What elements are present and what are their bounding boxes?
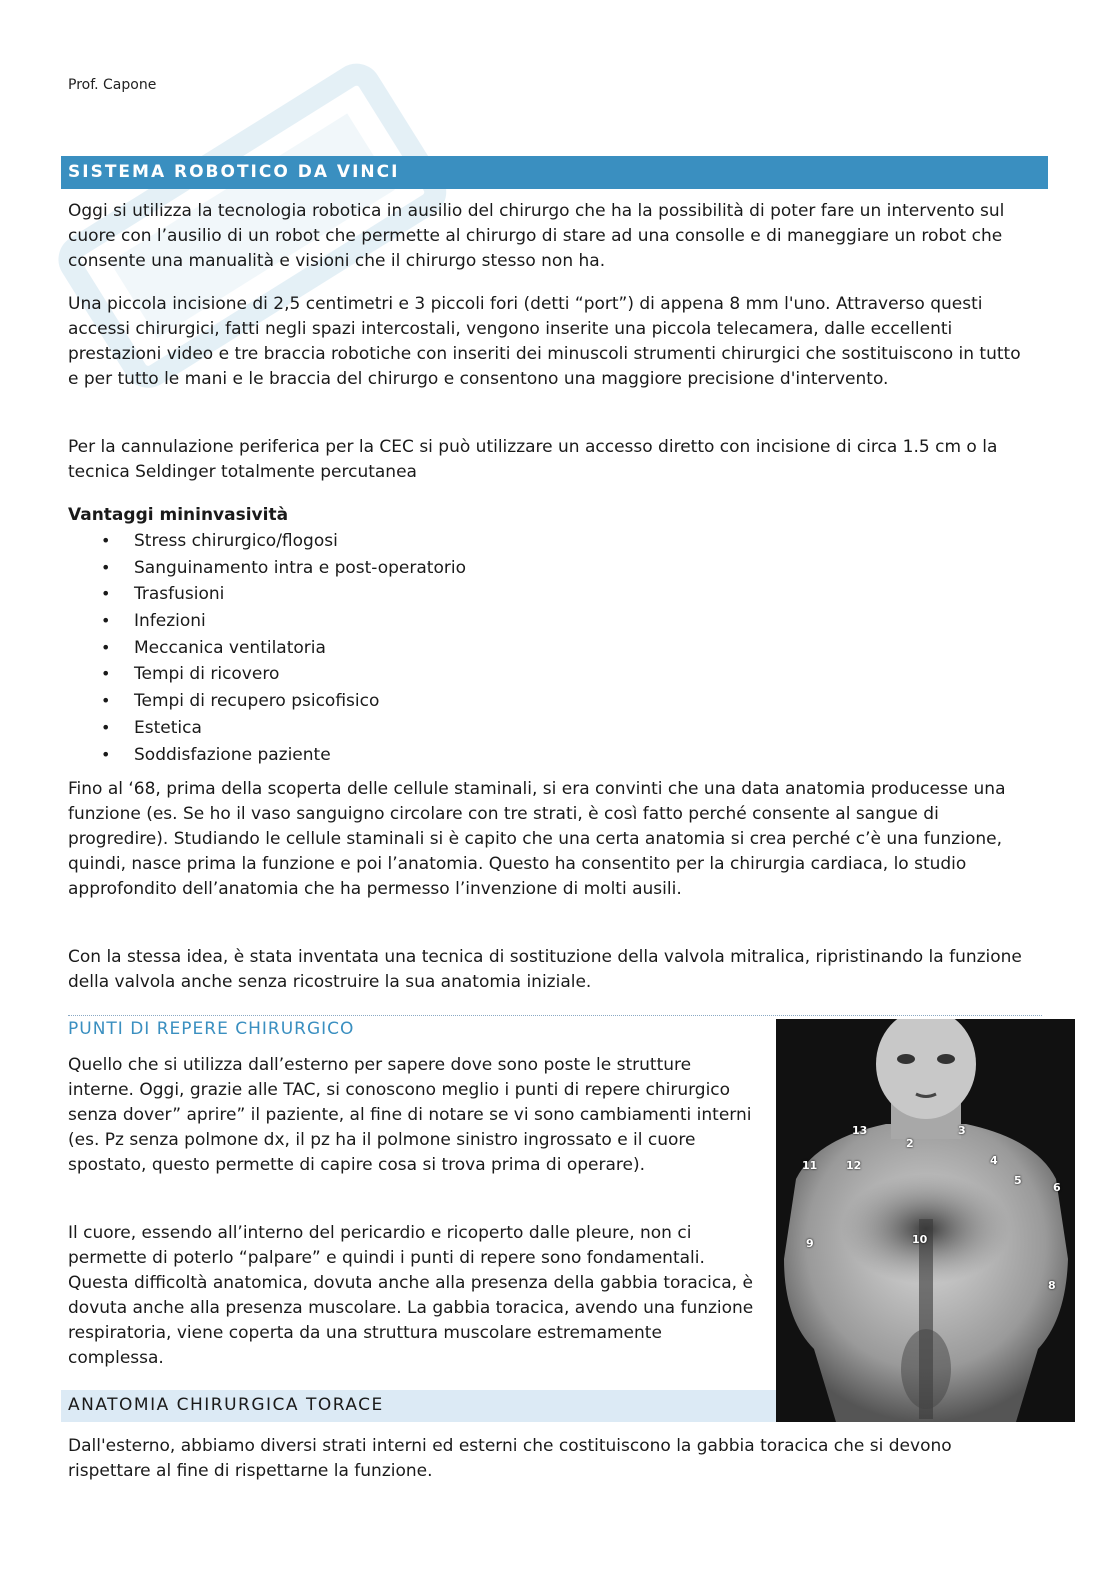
landmark-label: 13 <box>852 1124 868 1137</box>
list-item: • Sanguinamento intra e post-operatorio <box>68 555 466 582</box>
landmark-label: 3 <box>958 1124 966 1137</box>
paragraph-incision: Una piccola incisione di 2,5 centimetri e 3 piccoli fori (detti “port”) di appena 8 mm l'uno. Attraverso questi accessi chirurgici, fatti negli spazi intercostali, vengono inserite una piccola telecamera, dalle eccellenti prestazioni video e tre braccia robotiche con inseriti dei minuscoli strumenti chirurgici che sostituiscono in tutto e per tutto le mani e le braccia del chirurgo e consentono una maggiore precisione d'intervento. <box>68 294 1021 389</box>
list-item: • Meccanica ventilatoria <box>68 635 466 662</box>
landmark-label: 8 <box>1048 1279 1056 1292</box>
bullet-icon: • <box>101 531 111 550</box>
torso-illustration <box>776 1019 1075 1422</box>
list-item: • Estetica <box>68 715 466 742</box>
section-title-da-vinci: SISTEMA ROBOTICO DA VINCI <box>61 156 1048 189</box>
landmark-label: 5 <box>1014 1174 1022 1187</box>
paragraph-mitral-valve: Con la stessa idea, è stata inventata una tecnica di sostituzione della valvola mitralica, ripristinando la funzione della valvola anche senza ricostruire la sua anatomia iniziale. <box>68 947 1022 992</box>
advantages-list <box>68 528 466 768</box>
author-header: Prof. Capone <box>68 77 157 93</box>
list-item: • Trasfusioni <box>68 581 466 608</box>
paragraph-stem-cells: Fino al ‘68, prima della scoperta delle cellule staminali, si era convinti che una data anatomia producesse una funzione (es. Se ho il vaso sanguigno circolare con tre strati, è così fatto perché consente al sangue di progredire). Studiando le cellule staminali si è capito che una certa anatomia si crea perché c’è una funzione, quindi, nasce prima la funzione e poi l’anatomia. Questo ha consentito per la chirurgia cardiaca, lo studio approfondito dell’anatomia che ha permesso l’invenzione di molti ausili. <box>68 779 1006 899</box>
paragraph-heart-palpation: Il cuore, essendo all’interno del pericardio e ricoperto dalle pleure, non ci permette di poterlo “palpare” e quindi i punti di repere sono fondamentali. Questa difficoltà anatomica, dovuta anche alla presenza della gabbia toracica, è dovuta anche alla presenza muscolare. La gabbia toracica, avendo una funzione respiratoria, viene coperta da una struttura muscolare estremamente complessa. <box>68 1223 754 1368</box>
landmark-label: 9 <box>806 1237 814 1250</box>
advantages-heading: Vantaggi mininvasività <box>68 505 289 525</box>
section-title-anatomia: ANATOMIA CHIRURGICA TORACE <box>61 1390 776 1422</box>
torso-landmarks-figure <box>776 1019 1075 1422</box>
bullet-icon: • <box>101 584 111 604</box>
bullet-icon: • <box>101 557 111 577</box>
list-item: • Infezioni <box>68 608 466 635</box>
landmark-label: 12 <box>846 1159 862 1172</box>
bullet-icon: • <box>101 637 111 657</box>
bullet-icon: • <box>101 717 111 737</box>
landmark-label: 6 <box>1053 1181 1061 1194</box>
list-item: • Tempi di recupero psicofisico <box>68 688 466 715</box>
landmark-label: 11 <box>802 1159 818 1172</box>
landmark-label: 2 <box>906 1137 914 1150</box>
list-item: • Stress chirurgico/flogosi <box>68 528 466 555</box>
list-item: • Soddisfazione paziente <box>68 742 466 769</box>
list-item: • Tempi di ricovero <box>68 661 466 688</box>
landmark-label: 4 <box>990 1154 998 1167</box>
paragraph-repere-intro: Quello che si utilizza dall’esterno per sapere dove sono poste le strutture interne. Oggi, grazie alle TAC, si conoscono meglio i punti di repere chirurgico senza dover” aprire” il paziente, al fine di notare se vi sono cambiamenti interni (es. Pz senza polmone dx, il pz ha il polmone sinistro ingrossato e il cuore spostato, questo permette di capire cosa si trova prima di operare). <box>68 1055 752 1175</box>
bullet-icon: • <box>101 664 111 684</box>
paragraph-anatomia: Dall'esterno, abbiamo diversi strati interni ed esterni che costituiscono la gabbia toracica che si devono rispettare al fine di rispettarne la funzione. <box>68 1436 952 1481</box>
paragraph-cannulation: Per la cannulazione periferica per la CEC si può utilizzare un accesso diretto con incisione di circa 1.5 cm o la tecnica Seldinger totalmente percutanea <box>68 437 998 482</box>
bullet-icon: • <box>101 691 111 711</box>
section-divider <box>68 1015 1042 1016</box>
section-title-repere: PUNTI DI REPERE CHIRURGICO <box>68 1019 355 1039</box>
landmark-label: 10 <box>912 1233 928 1246</box>
paragraph-robotics-intro: Oggi si utilizza la tecnologia robotica in ausilio del chirurgo che ha la possibilità di poter fare un intervento sul cuore con l’ausilio di un robot che permette al chirurgo di stare ad una consolle e di maneggiare un robot che consente una manualità e visioni che il chirurgo stesso non ha. <box>68 201 1005 271</box>
bullet-icon: • <box>101 611 111 631</box>
bullet-icon: • <box>101 744 111 764</box>
